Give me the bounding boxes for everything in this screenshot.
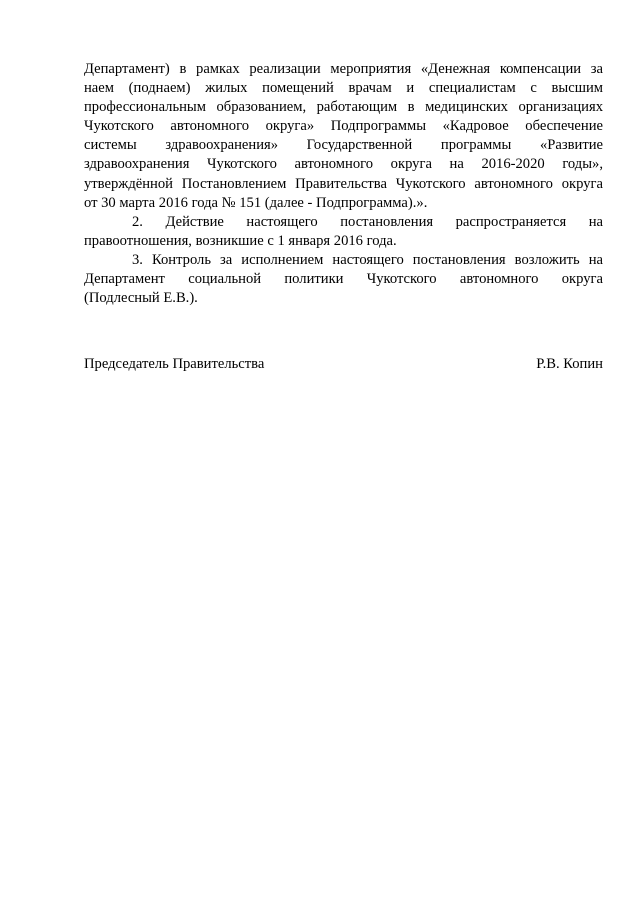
paragraph-item-3 xyxy=(84,251,603,308)
text-line: (Подлесный Е.В.). xyxy=(84,290,198,307)
paragraph-continuation xyxy=(84,60,603,213)
text-line: профессиональным образованием, работающим в медицинских организациях xyxy=(84,99,603,116)
signatory-position: Председатель Правительства xyxy=(84,356,265,372)
text-line: от 30 марта 2016 года № 151 (далее - Подпрограмма).». xyxy=(84,194,428,211)
text-line: Чукотского автономного округа» Подпрограммы «Кадровое обеспечение xyxy=(84,118,603,135)
text-line: наем (поднаем) жилых помещений врачам и специалистам с высшим xyxy=(84,80,603,97)
signatory-name: Р.В. Копин xyxy=(536,356,603,372)
document-body xyxy=(84,60,603,308)
text-line: утверждённой Постановлением Правительства Чукотского автономного округа xyxy=(84,175,603,192)
text-line: системы здравоохранения» Государственной программы «Развитие xyxy=(84,137,603,154)
text-line: Департамент) в рамках реализации мероприятия «Денежная компенсации за xyxy=(84,61,603,77)
text-line: правоотношения, возникшие с 1 января 2016 года. xyxy=(84,232,397,249)
text-line: Департамент социальной политики Чукотского автономного округа xyxy=(84,271,603,288)
text-line: 3. Контроль за исполнением настоящего постановления возложить на xyxy=(132,251,603,268)
text-line: здравоохранения Чукотского автономного округа на 2016-2020 годы», xyxy=(84,156,603,173)
text-line: 2. Действие настоящего постановления распространяется на xyxy=(132,213,603,230)
signature-block xyxy=(84,355,603,374)
paragraph-item-2 xyxy=(84,213,603,251)
